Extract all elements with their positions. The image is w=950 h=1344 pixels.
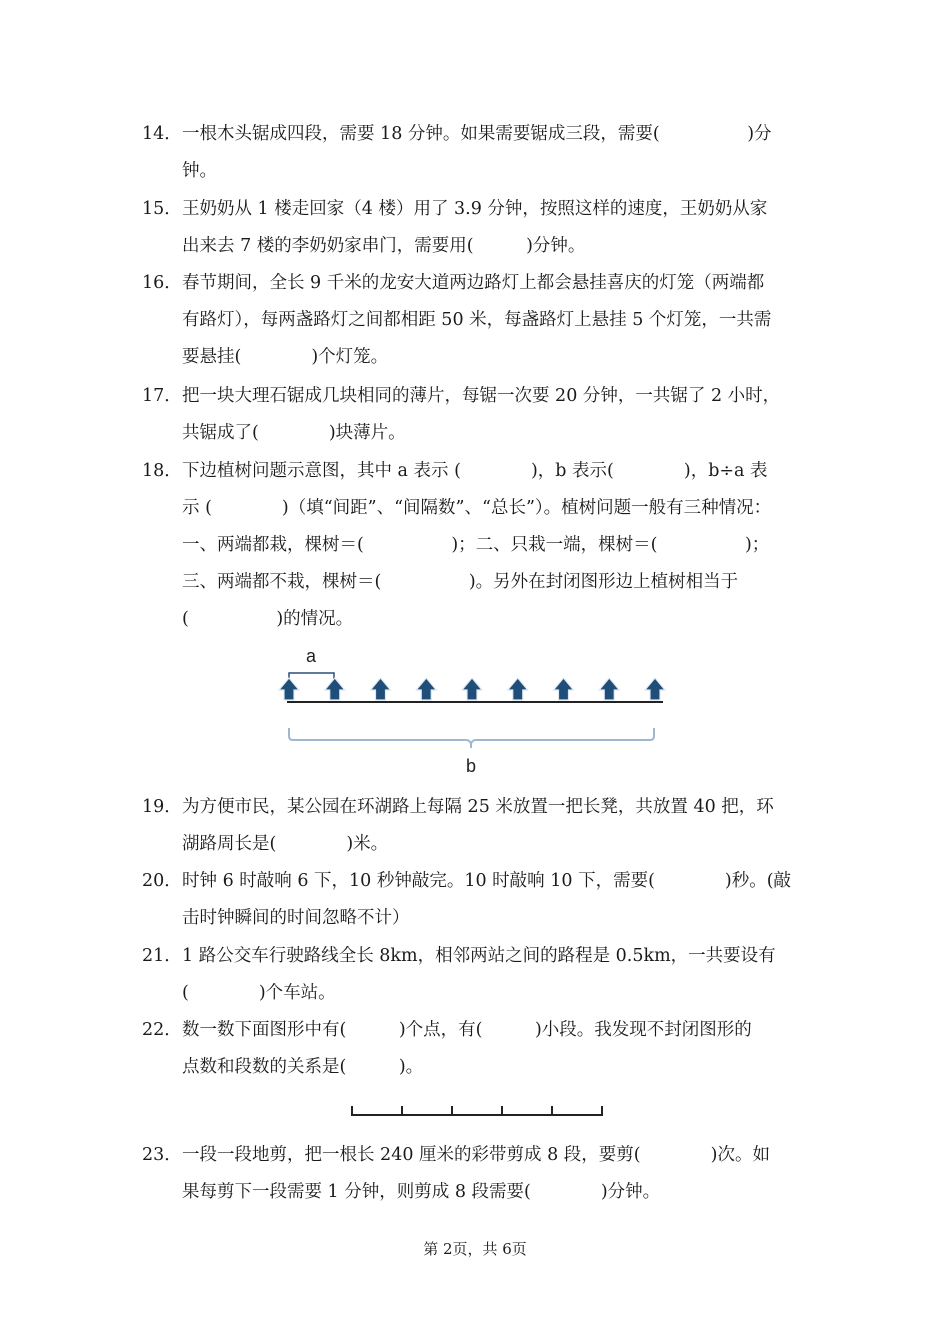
question-number: 21． xyxy=(142,946,182,966)
question-16 xyxy=(142,265,810,376)
tree-icon xyxy=(554,678,574,700)
question-line: 一段一段地剪，把一根长 240 厘米的彩带剪成 8 段，要剪( )次。如 xyxy=(182,1145,770,1165)
question-line: 示 ( )（填“间距”、“间隔数”、“总长”）。植树问题一般有三种情况： xyxy=(182,498,772,518)
question-line: 三、两端都不栽，棵树＝( )。另外在封闭图形边上植树相当于 xyxy=(182,572,739,592)
question-line: 为方便市民，某公园在环湖路上每隔 25 米放置一把长凳，共放置 40 把，环 xyxy=(182,797,774,817)
page-footer: 第 2页，共 6页 xyxy=(423,1240,527,1258)
tree-icon xyxy=(279,678,299,700)
question-number: 16． xyxy=(142,273,182,293)
tree-icon xyxy=(416,678,436,700)
question-line: 共锯成了( )块薄片。 xyxy=(182,423,406,443)
brace-a xyxy=(289,673,334,680)
tree-icon xyxy=(371,678,391,700)
question-line: 湖路周长是( )米。 xyxy=(182,834,389,854)
question-number: 20． xyxy=(142,871,182,891)
question-line: ( )的情况。 xyxy=(182,609,354,629)
question-line: 击时钟瞬间的时间忽略不计） xyxy=(182,908,410,928)
question-number: 19． xyxy=(142,797,182,817)
question-number: 17． xyxy=(142,386,182,406)
question-18 xyxy=(142,453,810,638)
brace-b xyxy=(289,728,654,748)
tree-icon xyxy=(508,678,528,700)
question-line: ( )个车站。 xyxy=(182,983,336,1003)
question-line: 把一块大理石锯成几块相同的薄片，每锯一次要 20 分钟，一共锯了 2 小时， xyxy=(182,386,781,406)
question-22 xyxy=(142,1012,810,1086)
question-19 xyxy=(142,789,810,863)
label-b: b xyxy=(465,756,477,776)
question-23 xyxy=(142,1137,810,1211)
tree-icon xyxy=(645,678,665,700)
question-20 xyxy=(142,863,810,937)
question-line: 一根木头锯成四段，需要 18 分钟。如果需要锯成三段，需要( )分 xyxy=(182,124,772,144)
question-14 xyxy=(142,116,810,190)
question-line: 要悬挂( )个灯笼。 xyxy=(182,347,389,367)
question-number: 18． xyxy=(142,461,182,481)
question-number: 23． xyxy=(142,1145,182,1165)
question-number: 22． xyxy=(142,1020,182,1040)
question-line: 数一数下面图形中有( )个点，有( )小段。我发现不封闭图形的 xyxy=(182,1020,752,1040)
question-line: 春节期间，全长 9 千米的龙安大道两边路灯上都会悬挂喜庆的灯笼（两端都 xyxy=(182,273,765,293)
label-a: a xyxy=(305,646,317,666)
tree-icon xyxy=(599,678,619,700)
question-17 xyxy=(142,378,810,452)
question-line: 1 路公交车行驶路线全长 8km，相邻两站之间的路程是 0.5km，一共要设有 xyxy=(182,946,776,966)
question-21 xyxy=(142,938,810,1012)
question-line: 王奶奶从 1 楼走回家（4 楼）用了 3.9 分钟，按照这样的速度，王奶奶从家 xyxy=(182,199,768,219)
question-line: 时钟 6 时敲响 6 下，10 秒钟敲完。10 时敲响 10 下，需要( )秒。(敲 xyxy=(182,871,792,891)
tree-icon xyxy=(462,678,482,700)
question-line: 有路灯），每两盏路灯之间都相距 50 米，每盏路灯上悬挂 5 个灯笼，一共需 xyxy=(182,310,772,330)
tree-icon xyxy=(325,678,345,700)
question-line: 下边植树问题示意图，其中 a 表示 ( )，b 表示( )，b÷a 表 xyxy=(182,461,768,481)
segment-diagram xyxy=(345,1100,610,1124)
question-number: 15． xyxy=(142,199,182,219)
tree-planting-diagram xyxy=(270,640,680,780)
question-line: 钟。 xyxy=(182,161,217,181)
question-line: 果每剪下一段需要 1 分钟，则剪成 8 段需要( )分钟。 xyxy=(182,1182,661,1202)
question-15 xyxy=(142,191,810,265)
question-line: 点数和段数的关系是( )。 xyxy=(182,1057,424,1077)
question-line: 一、两端都栽，棵树＝( )；二、只栽一端，棵树＝( )； xyxy=(182,535,770,555)
question-line: 出来去 7 楼的李奶奶家串门，需要用( )分钟。 xyxy=(182,236,586,256)
question-number: 14． xyxy=(142,124,182,144)
